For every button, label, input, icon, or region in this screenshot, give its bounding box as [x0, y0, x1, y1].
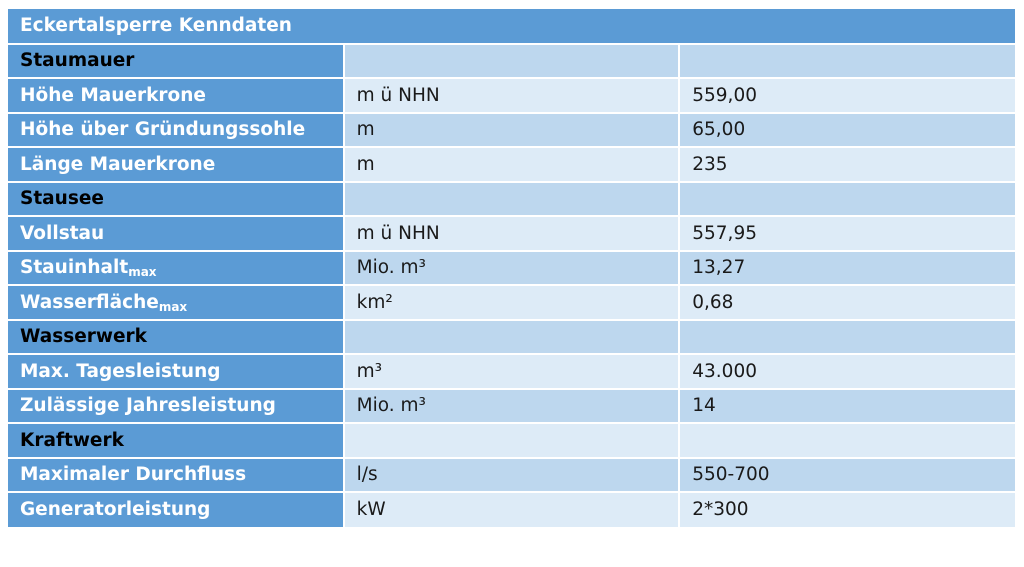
- section-row: [8, 44, 1015, 79]
- row-label: Generatorleistung: [20, 499, 211, 521]
- row-unit: [344, 423, 680, 458]
- row-label: Höhe Mauerkrone: [20, 84, 206, 106]
- row-label-cell: [8, 285, 344, 320]
- table-row: [8, 78, 1015, 113]
- table-row: [8, 251, 1015, 286]
- row-label: Stausee: [20, 188, 104, 210]
- row-label-cell: [8, 182, 344, 217]
- row-label: Max. Tagesleistung: [20, 360, 221, 382]
- row-unit: Mio. m³: [344, 251, 680, 286]
- row-label-cell: [8, 320, 344, 355]
- row-unit: m ü NHN: [344, 216, 680, 251]
- row-label: Höhe über Gründungssohle: [20, 119, 306, 141]
- row-unit: Mio. m³: [344, 389, 680, 424]
- row-label: Maximaler Durchfluss: [20, 464, 247, 486]
- table-title-row: [8, 9, 1015, 44]
- row-value: [679, 44, 1015, 79]
- row-label-cell: [8, 78, 344, 113]
- row-value: 2*300: [679, 492, 1015, 527]
- row-value: 14: [679, 389, 1015, 424]
- row-value: [679, 182, 1015, 217]
- row-label-subscript: max: [158, 299, 188, 314]
- row-label-cell: [8, 113, 344, 148]
- section-row: [8, 182, 1015, 217]
- row-label-cell: [8, 251, 344, 286]
- row-value: 557,95: [679, 216, 1015, 251]
- row-label-cell: [8, 492, 344, 527]
- row-label: Zulässige Jahresleistung: [20, 395, 276, 417]
- row-value: 43.000: [679, 354, 1015, 389]
- row-value: 235: [679, 147, 1015, 182]
- row-label: Länge Mauerkrone: [20, 153, 216, 175]
- row-label: Stauinhalt: [20, 257, 129, 279]
- row-label-cell: [8, 44, 344, 79]
- row-label: Wasserwerk: [20, 326, 147, 348]
- row-unit: m³: [344, 354, 680, 389]
- table-row: [8, 113, 1015, 148]
- row-value: 550-700: [679, 458, 1015, 493]
- table-row: [8, 285, 1015, 320]
- table-row: [8, 147, 1015, 182]
- row-value: 65,00: [679, 113, 1015, 148]
- row-unit: [344, 320, 680, 355]
- row-value: [679, 320, 1015, 355]
- row-label: Wasserfläche: [20, 291, 159, 313]
- row-unit: kW: [344, 492, 680, 527]
- table-row: [8, 354, 1015, 389]
- kenndaten-table: [8, 9, 1015, 527]
- row-value: [679, 423, 1015, 458]
- table-row: [8, 389, 1015, 424]
- row-unit: [344, 182, 680, 217]
- row-unit: km²: [344, 285, 680, 320]
- row-label-subscript: max: [128, 265, 157, 280]
- row-value: 0,68: [679, 285, 1015, 320]
- row-value: 13,27: [679, 251, 1015, 286]
- row-unit: m ü NHN: [344, 78, 680, 113]
- row-unit: m: [344, 147, 680, 182]
- kenndaten-table-body: [8, 9, 1015, 527]
- section-row: [8, 320, 1015, 355]
- row-label-cell: [8, 389, 344, 424]
- table-row: [8, 492, 1015, 527]
- table-title: Eckertalsperre Kenndaten: [8, 9, 1015, 44]
- row-label: Vollstau: [20, 222, 105, 244]
- row-label: Kraftwerk: [20, 429, 124, 451]
- row-label-cell: [8, 216, 344, 251]
- row-label-cell: [8, 423, 344, 458]
- row-label-cell: [8, 458, 344, 493]
- row-unit: [344, 44, 680, 79]
- row-label-cell: [8, 147, 344, 182]
- table-row: [8, 216, 1015, 251]
- section-row: [8, 423, 1015, 458]
- row-label-cell: [8, 354, 344, 389]
- table-row: [8, 458, 1015, 493]
- row-value: 559,00: [679, 78, 1015, 113]
- row-label: Staumauer: [20, 50, 135, 72]
- row-unit: l/s: [344, 458, 680, 493]
- row-unit: m: [344, 113, 680, 148]
